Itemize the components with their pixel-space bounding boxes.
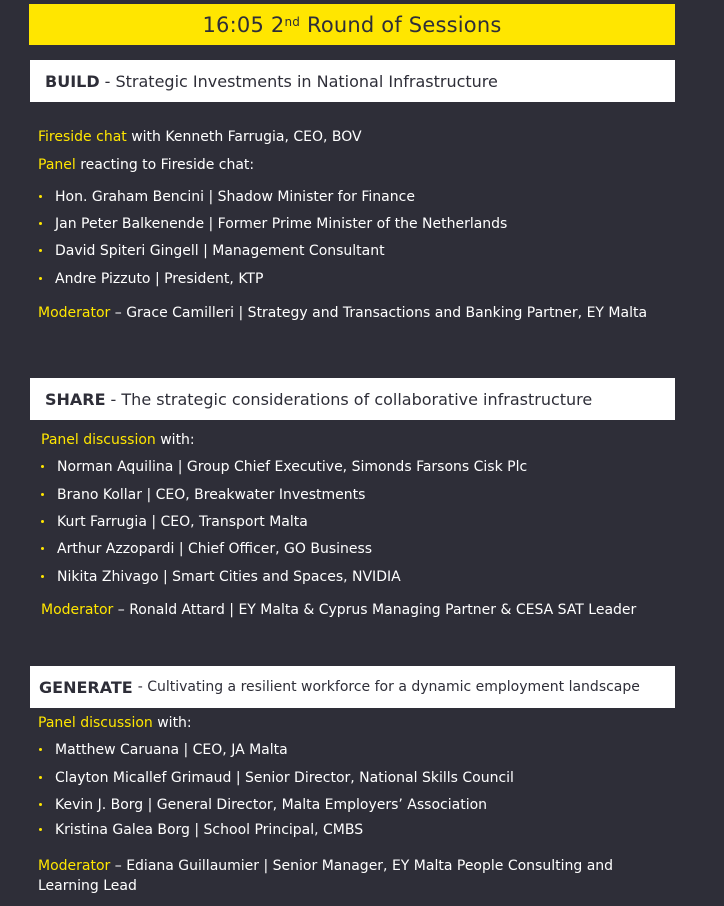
intro-text: with: bbox=[152, 715, 192, 731]
session-round-banner bbox=[29, 4, 675, 45]
bullet-icon bbox=[39, 277, 42, 280]
share-moderator bbox=[41, 601, 636, 619]
build-intro-fireside bbox=[38, 128, 362, 146]
share-intro-panel bbox=[41, 431, 195, 449]
intro-accent: Fireside chat bbox=[38, 129, 127, 145]
panelist-name: Arthur Azzopardi | Chief Officer, GO Business bbox=[57, 541, 373, 557]
section-title: - Strategic Investments in National Infrastructure bbox=[104, 71, 498, 91]
moderator-label: Moderator bbox=[41, 602, 114, 618]
build-section-header bbox=[30, 60, 675, 102]
panelist-name: Nikita Zhivago | Smart Cities and Spaces, NVIDIA bbox=[57, 569, 401, 585]
banner-ordinal: nd bbox=[284, 14, 301, 29]
panelist-name: Norman Aquilina | Group Chief Executive, Simonds Farsons Cisk Plc bbox=[57, 459, 528, 475]
bullet-icon bbox=[39, 249, 42, 252]
panelist-name: Kevin J. Borg | General Director, Malta Employers’ Association bbox=[55, 797, 488, 813]
moderator-text: – Ronald Attard | EY Malta & Cyprus Managing Partner & CESA SAT Leader bbox=[113, 602, 637, 618]
build-moderator bbox=[38, 304, 647, 322]
panelist-name: Hon. Graham Bencini | Shadow Minister for Finance bbox=[55, 189, 415, 205]
panelist-name: Brano Kollar | CEO, Breakwater Investments bbox=[57, 487, 366, 503]
panelist-name: Jan Peter Balkenende | Former Prime Minister of the Netherlands bbox=[55, 216, 508, 232]
moderator-text: – Ediana Guillaumier | Senior Manager, EY Malta People Consulting and Learning Lead bbox=[38, 858, 614, 894]
section-title: - Cultivating a resilient workforce for a dynamic employment landscape bbox=[137, 679, 640, 695]
bullet-icon bbox=[39, 776, 42, 779]
bullet-icon bbox=[41, 547, 44, 550]
bullet-icon bbox=[39, 222, 42, 225]
generate-moderator bbox=[38, 856, 678, 896]
moderator-label: Moderator bbox=[38, 305, 111, 321]
section-keyword: GENERATE bbox=[39, 677, 133, 697]
panelist-name: David Spiteri Gingell | Management Consultant bbox=[55, 243, 385, 259]
banner-title: Round of Sessions bbox=[300, 12, 502, 37]
build-intro-panel bbox=[38, 156, 254, 174]
intro-text: reacting to Fireside chat: bbox=[75, 157, 255, 173]
bullet-icon bbox=[39, 748, 42, 751]
intro-accent: Panel discussion bbox=[38, 715, 153, 731]
panelist-name: Kristina Galea Borg | School Principal, CMBS bbox=[55, 822, 364, 838]
bullet-icon bbox=[39, 828, 42, 831]
moderator-text: – Grace Camilleri | Strategy and Transactions and Banking Partner, EY Malta bbox=[110, 305, 648, 321]
bullet-icon bbox=[39, 803, 42, 806]
section-keyword: BUILD bbox=[45, 71, 100, 91]
panelist-name: Matthew Caruana | CEO, JA Malta bbox=[55, 742, 288, 758]
panelist-name: Kurt Farrugia | CEO, Transport Malta bbox=[57, 514, 308, 530]
intro-accent: Panel discussion bbox=[41, 432, 156, 448]
intro-text: with Kenneth Farrugia, CEO, BOV bbox=[126, 129, 362, 145]
banner-time: 16:05 2 bbox=[202, 12, 285, 37]
bullet-icon bbox=[41, 465, 44, 468]
panelist-name: Andre Pizzuto | President, KTP bbox=[55, 271, 264, 287]
bullet-icon bbox=[39, 195, 42, 198]
panelist-name: Clayton Micallef Grimaud | Senior Director, National Skills Council bbox=[55, 770, 514, 786]
intro-accent: Panel bbox=[38, 157, 76, 173]
bullet-icon bbox=[41, 493, 44, 496]
section-title: - The strategic considerations of collaborative infrastructure bbox=[110, 389, 593, 409]
share-section-header bbox=[30, 378, 675, 420]
generate-intro-panel bbox=[38, 714, 192, 732]
generate-section-header bbox=[30, 666, 675, 708]
section-keyword: SHARE bbox=[45, 389, 106, 409]
intro-text: with: bbox=[155, 432, 195, 448]
bullet-icon bbox=[41, 575, 44, 578]
moderator-label: Moderator bbox=[38, 858, 111, 874]
bullet-icon bbox=[41, 520, 44, 523]
